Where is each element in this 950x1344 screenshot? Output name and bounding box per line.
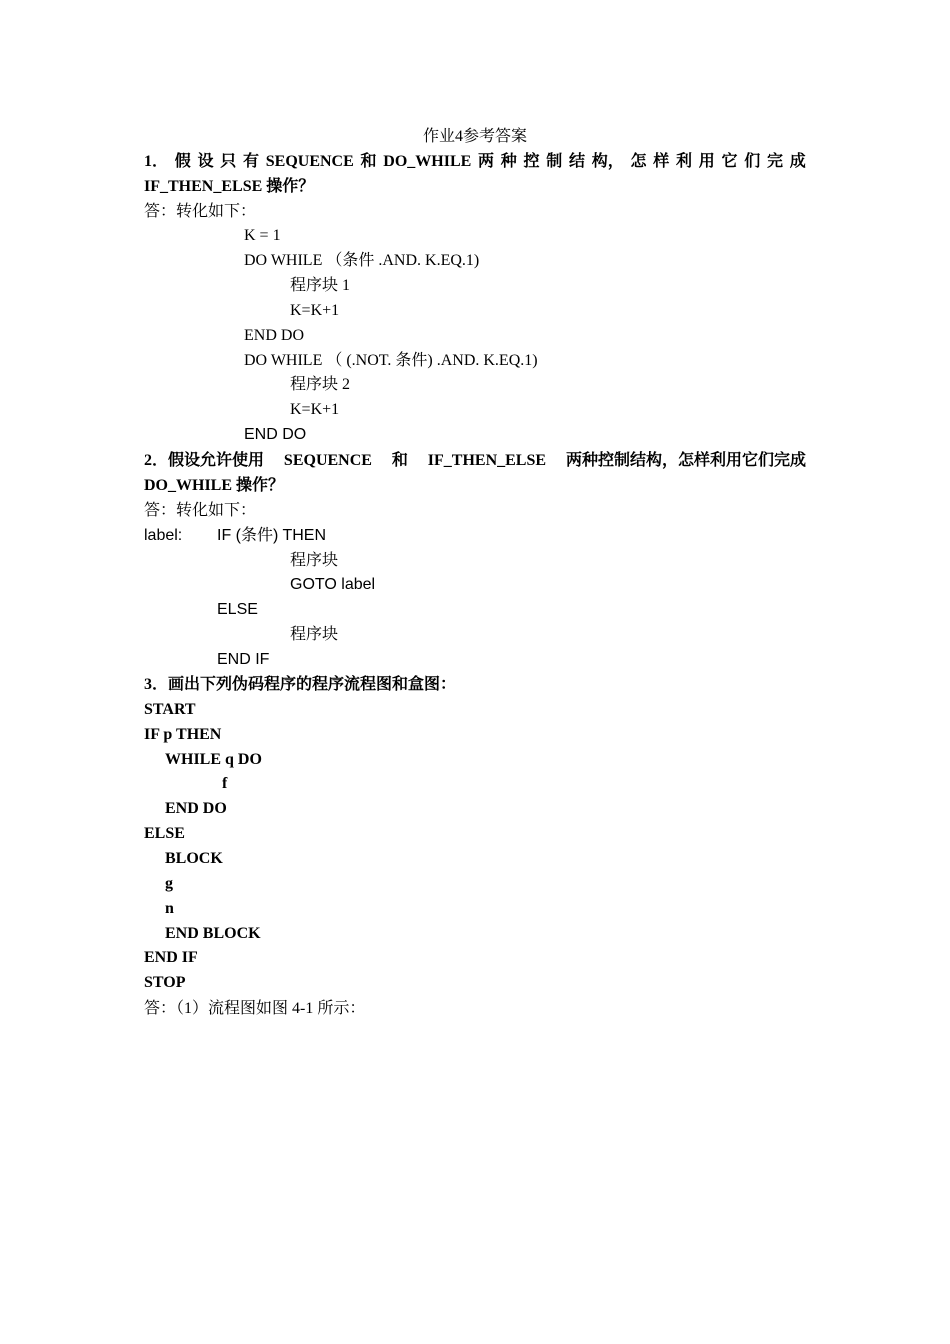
pseudocode-line: WHILE q DO — [165, 751, 262, 768]
question-3: 3．画出下列伪码程序的程序流程图和盒图： — [144, 676, 457, 693]
question-word: 它 — [721, 153, 738, 170]
pseudocode-line: f — [222, 775, 228, 792]
pseudocode-line: START — [144, 701, 196, 718]
code-line: 程序块 — [290, 552, 339, 569]
code-line: END IF — [217, 651, 270, 668]
question-word: 设 — [197, 153, 214, 170]
question-word: 2．假设允许使用 — [144, 452, 265, 469]
question-word: 和 — [391, 452, 408, 469]
question-word: 两 — [478, 153, 495, 170]
question-word: IF_THEN_ELSE — [427, 452, 547, 469]
question-word: 种 — [500, 153, 517, 170]
question-word: 和 — [360, 153, 377, 170]
answer-2-intro: 答：转化如下： — [144, 502, 257, 519]
question-word: 们 — [744, 153, 761, 170]
code-line: END DO — [244, 426, 307, 443]
code-line: IF (条件) THEN — [217, 527, 327, 544]
question-word: SEQUENCE — [265, 153, 354, 170]
question-word: 1． — [144, 153, 169, 170]
code-line: K=K+1 — [290, 401, 340, 418]
question-2-line-1 — [144, 451, 806, 471]
question-word: SEQUENCE — [283, 452, 372, 469]
code-line: DO WHILE （ (.NOT. 条件) .AND. K.EQ.1) — [244, 352, 538, 369]
pseudocode-line: END DO — [165, 800, 227, 817]
question-1-line-2: IF_THEN_ELSE 操作？ — [144, 178, 315, 195]
question-word: 样 — [653, 153, 670, 170]
answer-1-intro: 答：转化如下： — [144, 203, 257, 220]
code-line: GOTO label — [290, 576, 376, 593]
question-1-line-1 — [144, 152, 806, 172]
question-word: 成 — [789, 153, 806, 170]
code-line: 程序块 — [290, 626, 339, 643]
pseudocode-line: n — [165, 900, 174, 917]
pseudocode-line: END IF — [144, 949, 198, 966]
question-word: 只 — [220, 153, 237, 170]
question-word: DO_WHILE — [383, 153, 472, 170]
question-word: 结 — [569, 153, 586, 170]
code-line: K=K+1 — [290, 302, 340, 319]
pseudocode-line: STOP — [144, 974, 186, 991]
question-word: 怎 — [630, 153, 647, 170]
pseudocode-line: ELSE — [144, 825, 185, 842]
pseudocode-line: END BLOCK — [165, 925, 261, 942]
code-line: DO WHILE （条件 .AND. K.EQ.1) — [244, 252, 480, 269]
pseudocode-line: IF p THEN — [144, 726, 222, 743]
question-word: 利 — [676, 153, 693, 170]
question-word: 构， — [591, 153, 624, 170]
question-word: 控 — [523, 153, 540, 170]
code-line: 程序块 1 — [290, 277, 351, 294]
code-line: 程序块 2 — [290, 376, 351, 393]
code-line: END DO — [244, 327, 304, 344]
code-label: label: — [144, 527, 183, 544]
pseudocode-line: BLOCK — [165, 850, 223, 867]
page-title: 作业4参考答案 — [422, 128, 527, 145]
pseudocode-line: g — [165, 875, 173, 892]
code-line: ELSE — [217, 601, 258, 618]
question-word: 两种控制结构，怎样利用它们完成 — [565, 452, 806, 469]
question-word: 有 — [243, 153, 260, 170]
code-line: K = 1 — [244, 227, 281, 244]
question-word: 假 — [174, 153, 191, 170]
answer-3: 答：（1）流程图如图 4-1 所示： — [144, 1000, 366, 1017]
question-word: 完 — [767, 153, 784, 170]
question-word: 用 — [698, 153, 715, 170]
question-word: 制 — [546, 153, 563, 170]
question-2-line-2: DO_WHILE 操作？ — [144, 477, 285, 494]
